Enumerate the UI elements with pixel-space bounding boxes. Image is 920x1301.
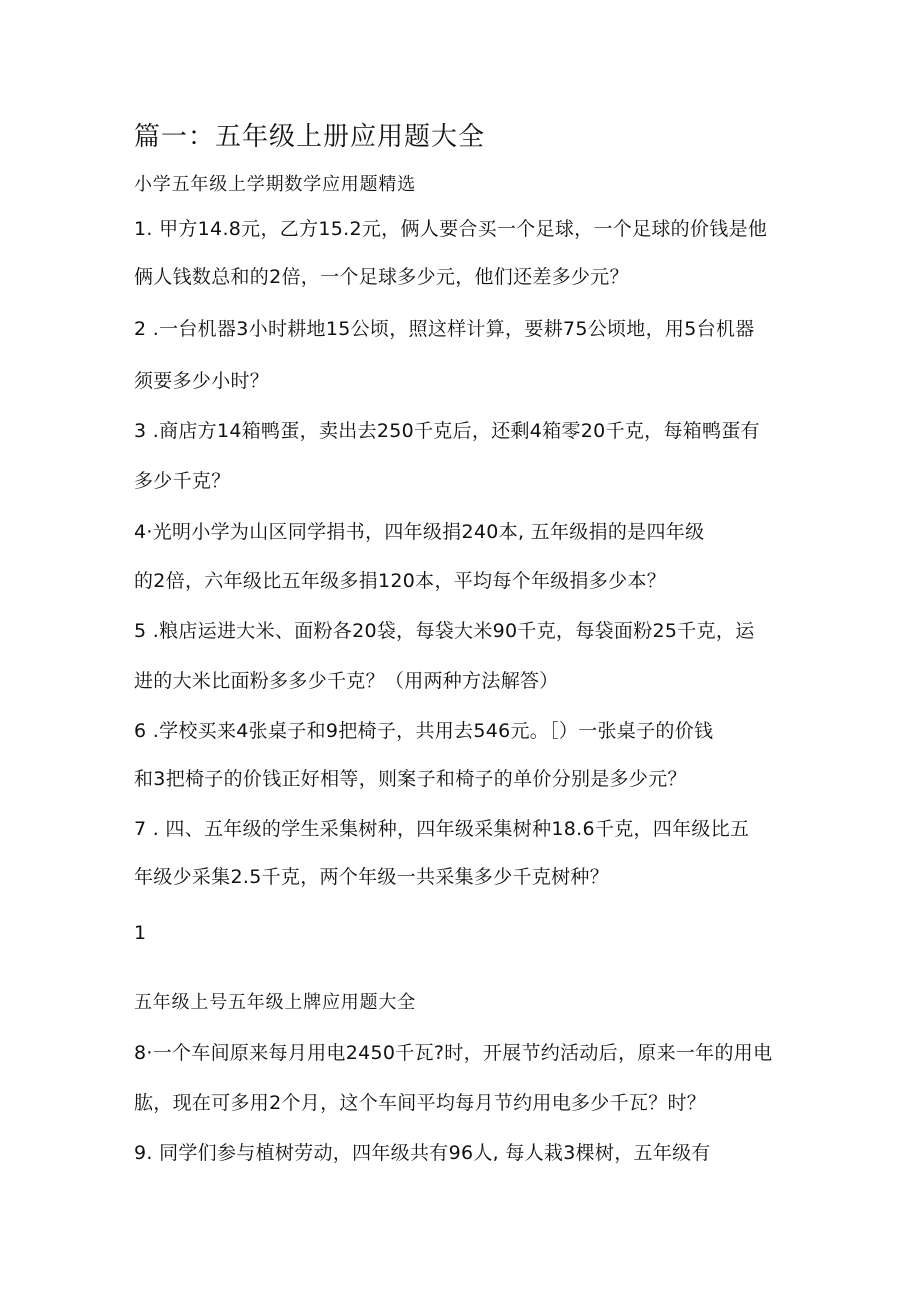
problem-line: 肱，现在可多用2个月，这个车间平均每月节约用电多少千瓦？时？: [134, 1092, 707, 1114]
problem-line: 4·光明小学为山区同学捐书，四年级捐240本, 五年级捐的是四年级: [134, 521, 705, 543]
problem-line: 5 .粮店运进大米、面粉各20袋，每袋大米90千克，每袋面粉25千克，运: [134, 620, 755, 642]
problem-line: 须要多少小时？: [134, 370, 270, 392]
problem-line: 2 .一台机器3小时耕地15公顷，照这样计算，要耕75公顷地，用5台机器: [134, 318, 755, 340]
problem-line: 多少千克？: [134, 470, 231, 492]
problem-line: 的2倍，六年级比五年级多捐120本，平均每个年级捐多少本？: [134, 570, 667, 592]
problem-line: 6 .学校买来4张桌子和9把椅子，共用去546元。［）一张桌子的价钱: [134, 720, 714, 742]
document-title: 篇一：五年级上册应用题大全: [134, 122, 486, 152]
problem-line: 和3把椅子的价钱正好相等，则案子和椅子的单价分别是多少元？: [134, 768, 687, 790]
page-number: 1: [134, 922, 147, 944]
problem-line: 年级少采集2.5千克，两个年级一共采集多少千克树种？: [134, 866, 610, 888]
problem-line: 1. 甲方14.8元，乙方15.2元，俩人要合买一个足球，一个足球的价钱是他: [134, 218, 768, 240]
problem-line: 3 .商店方14箱鸭蛋，卖出去250千克后，还剩4箱零20千克，每箱鸭蛋有: [134, 420, 760, 442]
problem-line: 俩人钱数总和的2倍，一个足球多少元，他们还差多少元？: [134, 266, 629, 288]
problem-line: 8·一个车间原来每月用电2450千瓦?时，开展节约活动后，原来一年的用电: [134, 1042, 773, 1064]
section-header: 五年级上号五年级上牌应用题大全: [134, 992, 416, 1013]
problem-line: 9. 同学们参与植树劳动，四年级共有96人, 每人栽3棵树，五年级有: [134, 1142, 711, 1164]
document-subtitle: 小学五年级上学期数学应用题精选: [134, 174, 416, 195]
problem-line: 7 . 四、五年级的学生采集树种，四年级采集树种18.6千克，四年级比五: [134, 818, 750, 840]
problem-line: 进的大米比面粉多多少千克？（用两种方法解答）: [134, 670, 559, 692]
